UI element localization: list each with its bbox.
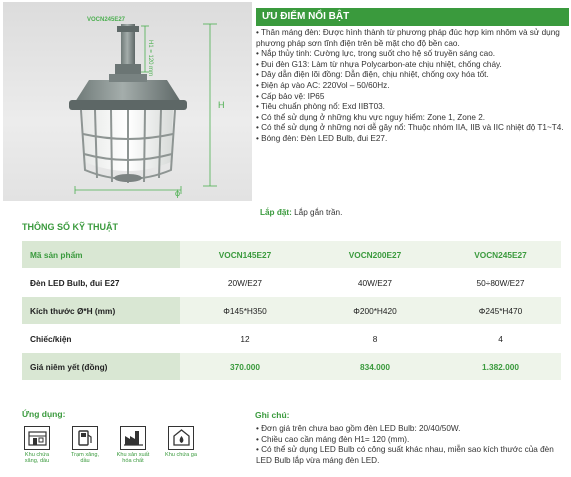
table-cell: 8 bbox=[310, 325, 440, 353]
row-label: Giá niêm yết (đồng) bbox=[22, 353, 180, 381]
installation-value: Lắp gắn trần. bbox=[291, 208, 343, 217]
advantage-item: • Đui đèn G13: Làm từ nhựa Polycarbon-ate chịu nhiệt, chống cháy. bbox=[256, 59, 502, 69]
price-cell: 1.382.000 bbox=[440, 353, 561, 381]
specs-table bbox=[22, 241, 561, 381]
table-cell: VOCN245E27 bbox=[440, 241, 561, 269]
table-cell: VOCN200E27 bbox=[310, 241, 440, 269]
product-image bbox=[3, 2, 252, 201]
table-row bbox=[22, 297, 561, 325]
application-item bbox=[162, 426, 200, 458]
application-caption-line2: xăng, dầu bbox=[24, 458, 50, 465]
chemical-factory-icon bbox=[120, 426, 146, 450]
table-cell: Φ200*H420 bbox=[310, 297, 440, 325]
installation-label: Lắp đặt: bbox=[260, 208, 292, 217]
application-caption-line1: Khu chứa ga bbox=[164, 452, 198, 458]
table-cell: 4 bbox=[440, 325, 561, 353]
specs-heading: THÔNG SỐ KỸ THUẬT bbox=[22, 222, 118, 232]
gas-station-building-icon bbox=[24, 426, 50, 450]
table-cell: 40W/E27 bbox=[310, 269, 440, 297]
table-cell: 50÷80W/E27 bbox=[440, 269, 561, 297]
advantage-item: • Bóng đèn: Đèn LED Bulb, đui E27. bbox=[256, 133, 388, 143]
notes-list bbox=[256, 424, 566, 466]
table-cell: 12 bbox=[180, 325, 310, 353]
advantage-item: • Điện áp vào AC: 220Vol – 50/60Hz. bbox=[256, 80, 390, 90]
note-item: • Có thể sử dụng LED Bulb có công suất khác nhau, miễn sao kích thước của đèn LED Bulb lắp vừa máng đèn LED. bbox=[256, 445, 554, 465]
fuel-pump-icon bbox=[72, 426, 98, 450]
table-cell: Φ145*H350 bbox=[180, 297, 310, 325]
table-row bbox=[22, 325, 561, 353]
dimension-diameter-label: ϕ bbox=[175, 188, 181, 198]
application-caption-line1: Trạm xăng, bbox=[70, 452, 100, 458]
notes-heading: Ghi chú: bbox=[255, 410, 290, 420]
dimension-h-label: H bbox=[218, 100, 225, 110]
advantage-item: • Cấp bảo vệ: IP65 bbox=[256, 91, 325, 101]
application-caption-line1: Khu sản xuất bbox=[116, 452, 150, 458]
explosion-proof-lamp-illustration bbox=[3, 2, 252, 201]
table-cell: Φ245*H470 bbox=[440, 297, 561, 325]
advantages-heading: ƯU ĐIỂM NỔI BẬT bbox=[256, 8, 569, 26]
row-label: Đèn LED Bulb, đui E27 bbox=[22, 269, 180, 297]
dimension-h1-label: H1 = 120 mm bbox=[147, 40, 153, 77]
application-caption-line2: dầu bbox=[80, 458, 90, 465]
gas-storage-icon bbox=[168, 426, 194, 450]
applications-heading: Ứng dụng: bbox=[22, 409, 66, 419]
price-cell: 834.000 bbox=[310, 353, 440, 381]
note-item: • Đơn giá trên chưa bao gồm đèn LED Bulb: 20/40/50W. bbox=[256, 424, 461, 433]
note-item: • Chiều cao cần máng đèn H1= 120 (mm). bbox=[256, 434, 410, 444]
applications-icons bbox=[18, 426, 228, 472]
advantages-list bbox=[256, 28, 566, 145]
row-label: Mã sản phẩm bbox=[22, 241, 180, 269]
advantage-item: • Có thể sử dụng ở những nơi dễ gây nổ: Thuộc nhóm IIA, IIB và IIC nhiệt độ T1~T4. bbox=[256, 123, 564, 133]
application-item bbox=[18, 426, 56, 465]
advantage-item: • Tiêu chuẩn phòng nổ: Exd IIBT03. bbox=[256, 102, 385, 112]
row-label: Kích thước Ø*H (mm) bbox=[22, 297, 180, 325]
application-caption-line1: Khu chứa bbox=[24, 452, 50, 458]
price-cell: 370.000 bbox=[180, 353, 310, 381]
application-item bbox=[66, 426, 104, 465]
application-item bbox=[114, 426, 152, 465]
table-cell: VOCN145E27 bbox=[180, 241, 310, 269]
advantage-item: • Nắp thủy tinh: Cường lực, trong suốt cho hệ số truyền sáng cao. bbox=[256, 49, 496, 59]
table-row bbox=[22, 353, 561, 381]
table-row bbox=[22, 241, 561, 269]
advantage-item: • Dây dẫn điện lõi đồng: Dẫn điện, chịu nhiệt, chống oxy hóa tốt. bbox=[256, 70, 489, 80]
image-product-code: VOCN245E27 bbox=[87, 17, 126, 23]
row-label: Chiếc/kiện bbox=[22, 325, 180, 353]
table-row bbox=[22, 269, 561, 297]
application-caption-line2: hóa chất bbox=[122, 458, 144, 465]
advantage-item: • Có thể sử dụng ở những khu vực nguy hiểm: Zone 1, Zone 2. bbox=[256, 112, 486, 122]
advantage-item: • Thân máng đèn: Được hình thành từ phương pháp đúc hợp kim nhôm và sử dụng phương pháp sơn tĩnh điện trên bề mặt cho độ bền cao. bbox=[256, 28, 560, 48]
table-cell: 20W/E27 bbox=[180, 269, 310, 297]
installation-line bbox=[260, 208, 342, 217]
